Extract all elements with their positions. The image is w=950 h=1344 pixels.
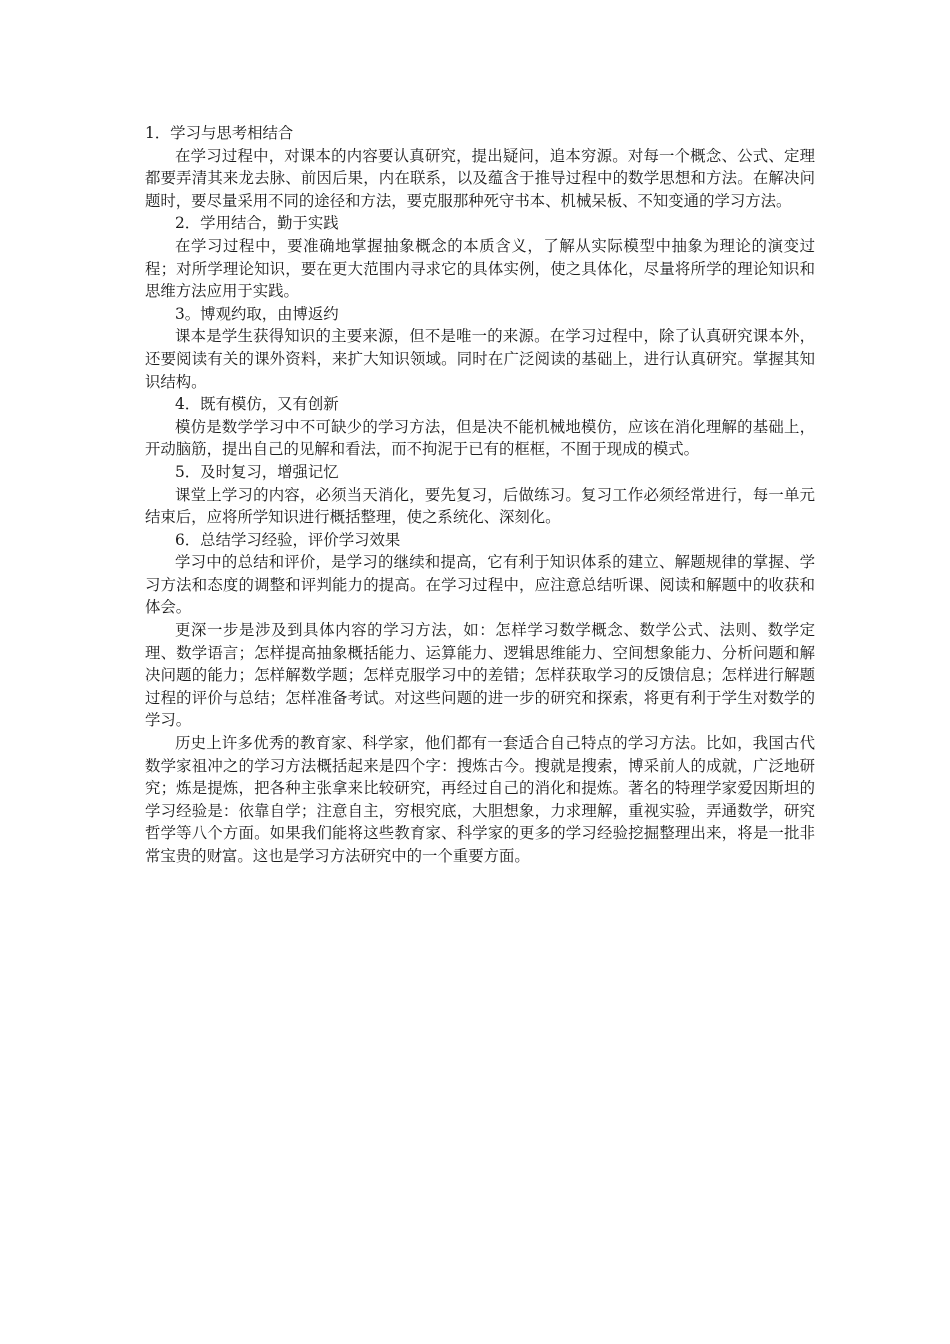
section-body-4: 模仿是数学学习中不可缺少的学习方法，但是决不能机械地模仿，应该在消化理解的基础上，开动脑筋，提出自己的见解和看法，而不拘泥于已有的框框，不囿于现成的模式。 — [145, 417, 815, 459]
document-body — [145, 122, 815, 868]
section-body-6: 学习中的总结和评价，是学习的继续和提高，它有利于知识体系的建立、解题规律的掌握、学习方法和态度的调整和评判能力的提高。在学习过程中，应注意总结听课、阅读和解题中的收获和体会。 — [145, 553, 815, 617]
section-heading-1: 1．学习与思考相结合 — [145, 124, 294, 142]
closing-paragraph-2: 历史上许多优秀的教育家、科学家，他们都有一套适合自己特点的学习方法。比如，我国古代数学家祖冲之的学习方法概括起来是四个字：搜炼古今。搜就是搜索，博采前人的成就，广泛地研究；炼是提炼，把各种主张拿来比较研究，再经过自己的消化和提炼。著名的特理学家爱因斯坦的学习经验是：依靠自学；注意自主，穷根究底，大胆想象，力求理解，重视实验，弄通数学，研究哲学等八个方面。如果我们能将这些教育家、科学家的更多的学习经验挖掘整理出来，将是一批非常宝贵的财富。这也是学习方法研究中的一个重要方面。 — [145, 734, 815, 865]
section-body-1: 在学习过程中，对课本的内容要认真研究，提出疑问，追本穷源。对每一个概念、公式、定理都要弄清其来龙去脉、前因后果，内在联系，以及蕴含于推导过程中的数学思想和方法。在解决问题时，要尽量采用不同的途径和方法，要克服那种死守书本、机械呆板、不知变通的学习方法。 — [145, 146, 815, 210]
section-heading-5: 5．及时复习，增强记忆 — [175, 462, 339, 481]
section-heading-2: 2．学用结合，勤于实践 — [175, 214, 339, 233]
section-heading-6: 6．总结学习经验，评价学习效果 — [175, 530, 401, 549]
section-body-2: 在学习过程中，要准确地掌握抽象概念的本质含义，了解从实际模型中抽象为理论的演变过程；对所学理论知识，要在更大范围内寻求它的具体实例，使之具体化，尽量将所学的理论知识和思维方法应用于实践。 — [145, 236, 815, 301]
section-body-5: 课堂上学习的内容，必须当天消化，要先复习，后做练习。复习工作必须经常进行，每一单元结束后，应将所学知识进行概括整理，使之系统化、深刻化。 — [145, 485, 815, 527]
section-body-3: 课本是学生获得知识的主要来源，但不是唯一的来源。在学习过程中，除了认真研究课本外，还要阅读有关的课外资料，来扩大知识领域。同时在广泛阅读的基础上，进行认真研究。掌握其知识结构。 — [145, 327, 815, 391]
closing-paragraph-1: 更深一步是涉及到具体内容的学习方法，如：怎样学习数学概念、数学公式、法则、数学定理、数学语言；怎样提高抽象概括能力、运算能力、逻辑思维能力、空间想象能力、分析问题和解决问题的能力；怎样解数学题；怎样克服学习中的差错；怎样获取学习的反馈信息；怎样进行解题过程的评价与总结；怎样准备考试。对这些问题的进一步的研究和探索，将更有利于学生对数学的学习。 — [145, 621, 815, 730]
section-heading-3: 3。博观约取，由博返约 — [175, 304, 339, 323]
section-heading-4: 4．既有模仿，又有创新 — [175, 395, 339, 414]
